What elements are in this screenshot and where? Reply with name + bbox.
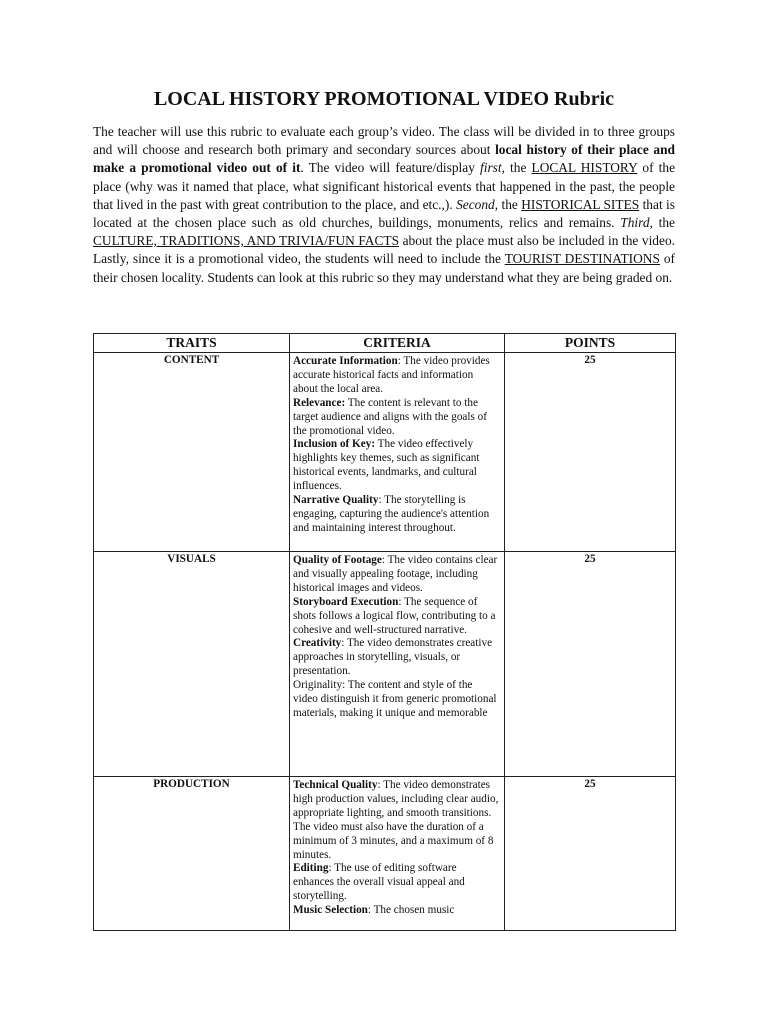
criterion-term: Narrative Quality — [293, 494, 379, 507]
criterion — [293, 596, 500, 638]
points-cell: 25 — [505, 552, 676, 777]
rubric-body — [94, 353, 676, 931]
criteria-cell — [290, 777, 505, 931]
intro-text: of the place (why was it named that place, what significant historical events that happened in the past, the people that lived in the past with great contribution to the place, and etc.,). — [93, 160, 676, 212]
underlined-culture: CULTURE, TRADITIONS, AND TRIVIA/FUN FACTS — [93, 233, 400, 249]
criterion-description: : The video demonstrates high production values, including clear audio, appropriate lighting, and smooth transitions. The video must also have the duration of a minimum of 3 minutes, and a maximum of 8 minutes. — [293, 779, 499, 861]
criterion-description: : The storytelling is engaging, capturing the audience's attention and maintaining interest throughout. — [293, 494, 490, 534]
underlined-historical-sites: HISTORICAL SITES — [521, 196, 640, 212]
intro-paragraph — [93, 123, 675, 287]
table-row — [94, 353, 676, 552]
criterion-term: Editing — [293, 862, 329, 875]
header-criteria: CRITERIA — [290, 334, 505, 353]
criterion — [293, 779, 500, 862]
intro-text: The teacher will use this rubric to evaluate each group’s video. The class will be divided in to three groups and will choose and research both primary and secondary sources about — [93, 124, 675, 158]
criterion-term: Accurate Information — [293, 355, 398, 367]
intro-text: about the place must also be included in the video. Lastly, since it is a promotional video, the students will need to include the — [93, 233, 675, 267]
intro-text: of their chosen locality. Students can look at this rubric so they may understand what they are being graded on. — [93, 251, 675, 285]
criterion — [293, 679, 500, 721]
intro-italic-second: Second — [456, 196, 495, 212]
criterion-term: Quality of Footage — [293, 554, 382, 566]
criterion-description: The content is relevant to the target audience and aligns with the goals of the promotional video. — [293, 396, 487, 437]
criterion-description: : The video demonstrates creative approaches in storytelling, visuals, or presentation. — [293, 637, 493, 678]
underlined-local-history: LOCAL HISTORY — [531, 160, 638, 176]
criterion-term: Originality — [293, 679, 343, 692]
criterion — [293, 494, 500, 536]
criterion — [293, 637, 500, 679]
criterion — [293, 862, 500, 904]
rubric-table — [93, 333, 676, 931]
criterion-description: : The use of editing software enhances the overall visual appeal and storytelling. — [293, 862, 465, 903]
criterion — [293, 904, 500, 918]
intro-text: that is located at the chosen place such as old churches, buildings, monuments, relics and remains. — [93, 196, 675, 231]
criterion-term: Inclusion of Key: — [293, 438, 376, 451]
document-title: LOCAL HISTORY PROMOTIONAL VIDEO Rubric — [153, 88, 615, 110]
table-row — [94, 777, 676, 931]
table-header-row — [94, 334, 676, 353]
criterion-term: Relevance: — [293, 396, 346, 409]
intro-italic-third: Third — [620, 215, 650, 231]
criterion-description: : The sequence of shots follows a logical flow, contributing to a cohesive and well-structured narrative. — [293, 595, 496, 636]
criteria-cell — [290, 353, 505, 552]
intro-text: , the — [501, 160, 532, 176]
criterion — [293, 438, 500, 494]
underlined-tourist-destinations: TOURIST DESTINATIONS — [504, 251, 660, 267]
intro-text: , the — [494, 196, 522, 212]
points-cell: 25 — [505, 777, 676, 931]
criterion-term: Storyboard Execution — [293, 595, 399, 608]
criterion-description: : The content and style of the video distinguish it from generic promotional materials, making it unique and memorable — [293, 679, 497, 719]
trait-cell: CONTENT — [94, 353, 290, 552]
criterion — [293, 554, 500, 596]
criteria-cell — [290, 552, 505, 777]
criterion-description: : The chosen music — [367, 904, 455, 917]
criterion-description: The video effectively highlights key themes, such as significant historical events, landmarks, and cultural influences. — [293, 438, 480, 493]
header-traits: TRAITS — [94, 334, 290, 353]
intro-italic-first: first — [480, 160, 502, 176]
criterion-term: Creativity — [293, 637, 342, 650]
criterion-description: : The video provides accurate historical facts and information about the local area. — [293, 355, 490, 395]
trait-cell: VISUALS — [94, 552, 290, 777]
table-row — [94, 552, 676, 777]
criterion-term: Technical Quality — [293, 779, 378, 791]
intro-text: . The video will feature/display — [300, 160, 480, 176]
intro-bold-text: local history of their place and make a promotional video out of it — [93, 142, 676, 176]
criterion-term: Music Selection — [293, 904, 368, 917]
criterion-description: : The video contains clear and visually appealing footage, including historical images and videos. — [293, 554, 498, 594]
header-points: POINTS — [505, 334, 676, 353]
intro-text: , the — [649, 215, 675, 231]
trait-cell: PRODUCTION — [94, 777, 290, 931]
criterion — [293, 397, 500, 439]
points-cell: 25 — [505, 353, 676, 552]
criterion — [293, 355, 500, 397]
